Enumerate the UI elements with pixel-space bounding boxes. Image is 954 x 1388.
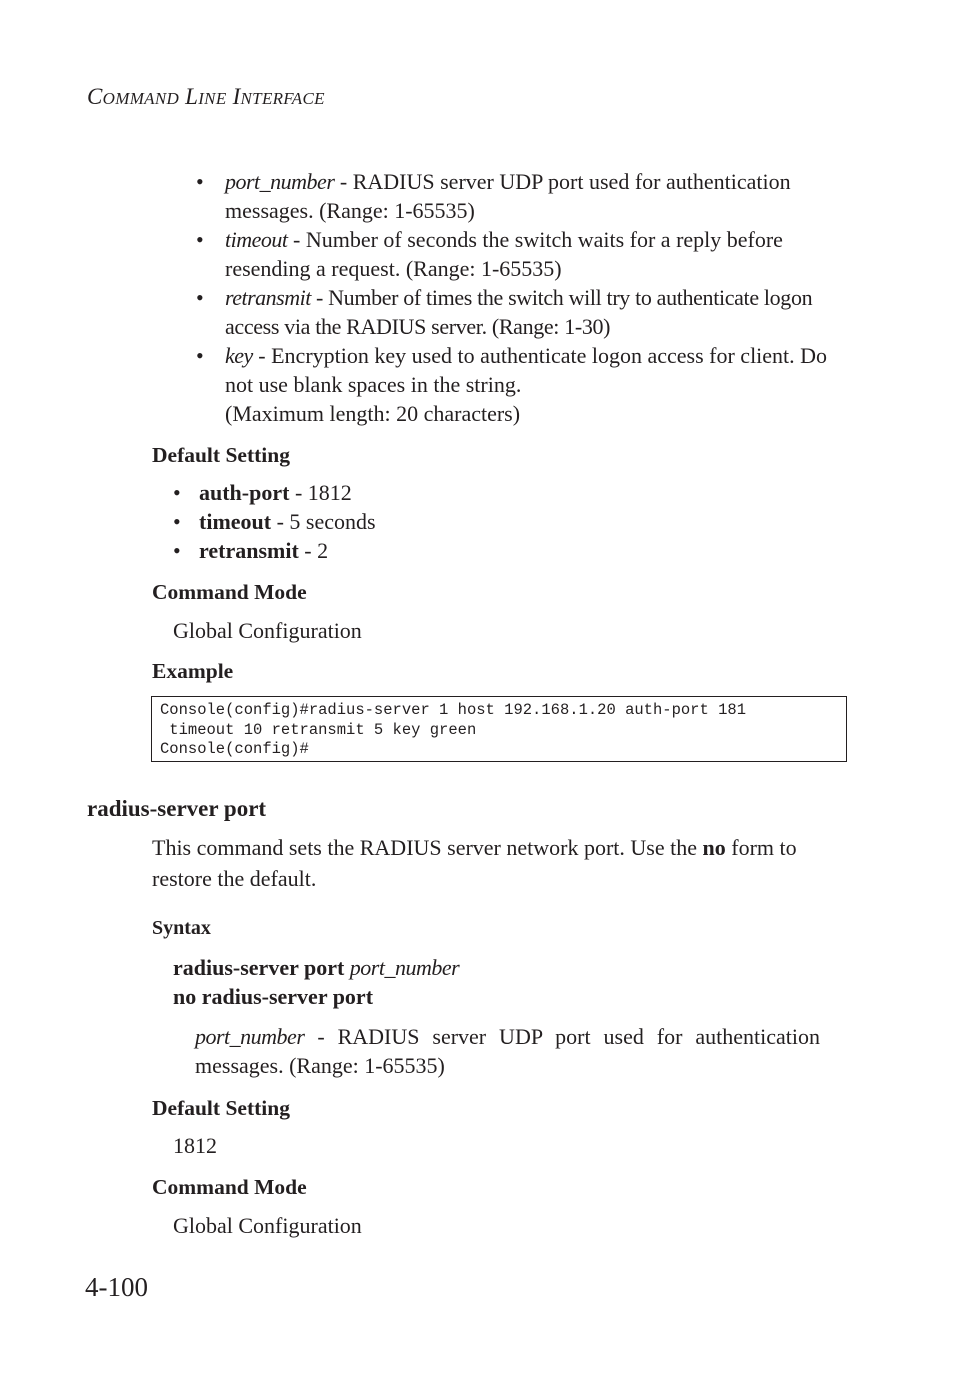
code-example xyxy=(151,696,847,762)
section-heading: Command Mode xyxy=(152,580,307,604)
default-list xyxy=(173,478,573,565)
param-name: timeout xyxy=(225,227,288,252)
bullet-icon: • xyxy=(173,480,181,505)
list-item xyxy=(196,283,846,341)
param-description: - Number of times the switch will try to authenticate logon access via the RADIUS server. (Range: 1-30) xyxy=(225,285,813,339)
code-line: timeout 10 retransmit 5 key green xyxy=(160,721,477,739)
bullet-icon: • xyxy=(196,285,204,310)
section-heading: Example xyxy=(152,659,234,683)
section-heading: Default Setting xyxy=(152,1096,290,1120)
description-text: This command sets the RADIUS server network port. Use the xyxy=(152,835,703,860)
list-item xyxy=(173,478,573,507)
list-item xyxy=(196,341,846,428)
command-description xyxy=(152,832,852,894)
param-name: retransmit xyxy=(225,285,311,310)
param-description: - RADIUS server UDP port used for authentication messages. (Range: 1-65535) xyxy=(195,1024,820,1078)
list-item xyxy=(173,536,573,565)
bullet-icon: • xyxy=(173,538,181,563)
running-header xyxy=(87,84,325,110)
page-number: 4-100 xyxy=(85,1272,148,1302)
setting-value: - 2 xyxy=(298,538,329,563)
section-heading: Default Setting xyxy=(152,443,290,467)
command-keyword: no radius-server port xyxy=(173,984,374,1009)
section-heading: Syntax xyxy=(152,917,211,939)
setting-name: auth-port xyxy=(199,480,290,505)
param-description: - Encryption key used to authenticate logon access for client. Do not use blank spaces in the string. xyxy=(225,343,828,397)
bullet-icon: • xyxy=(196,343,204,368)
header-text: INE xyxy=(198,89,227,108)
header-text: OMMAND xyxy=(102,89,180,108)
param-name: port_number xyxy=(195,1024,305,1049)
param-name: key xyxy=(225,343,253,368)
setting-name: timeout xyxy=(199,509,272,534)
syntax-line-2 xyxy=(173,982,373,1011)
bullet-icon: • xyxy=(196,169,204,194)
param-description: (Maximum length: 20 characters) xyxy=(225,401,521,426)
code-line: Console(config)# xyxy=(160,740,309,758)
param-name: port_number xyxy=(349,955,460,980)
command-mode-value: Global Configuration xyxy=(173,618,362,643)
section-heading: Command Mode xyxy=(152,1175,307,1199)
list-item xyxy=(196,225,846,283)
bullet-icon: • xyxy=(173,509,181,534)
list-item xyxy=(196,167,846,225)
description-text: form to restore the default. xyxy=(152,835,797,891)
header-text: NTERFACE xyxy=(240,89,325,108)
command-title: radius-server port xyxy=(87,796,267,821)
header-text: I xyxy=(232,84,241,109)
keyword-no: no xyxy=(702,835,726,860)
syntax-line-1 xyxy=(173,953,459,982)
param-description: - RADIUS server UDP port used for authentication messages. (Range: 1-65535) xyxy=(225,169,791,223)
setting-value: - 5 seconds xyxy=(271,509,376,534)
command-mode-value: Global Configuration xyxy=(173,1213,362,1238)
setting-name: retransmit xyxy=(199,538,299,563)
header-text: L xyxy=(185,84,199,109)
code-line: Console(config)#radius-server 1 host 192.168.1.20 auth-port 181 xyxy=(160,701,746,719)
header-text: C xyxy=(87,84,103,109)
setting-value: - 1812 xyxy=(289,480,352,505)
command-keyword: radius-server port xyxy=(173,955,345,980)
parameter-list xyxy=(196,167,846,428)
bullet-icon: • xyxy=(196,227,204,252)
param-description: - Number of seconds the switch waits for a reply before resending a request. (Range: 1-65535) xyxy=(225,227,783,281)
syntax-param-description xyxy=(195,1022,820,1080)
param-name: port_number xyxy=(225,169,335,194)
list-item xyxy=(173,507,573,536)
default-value: 1812 xyxy=(173,1133,217,1158)
